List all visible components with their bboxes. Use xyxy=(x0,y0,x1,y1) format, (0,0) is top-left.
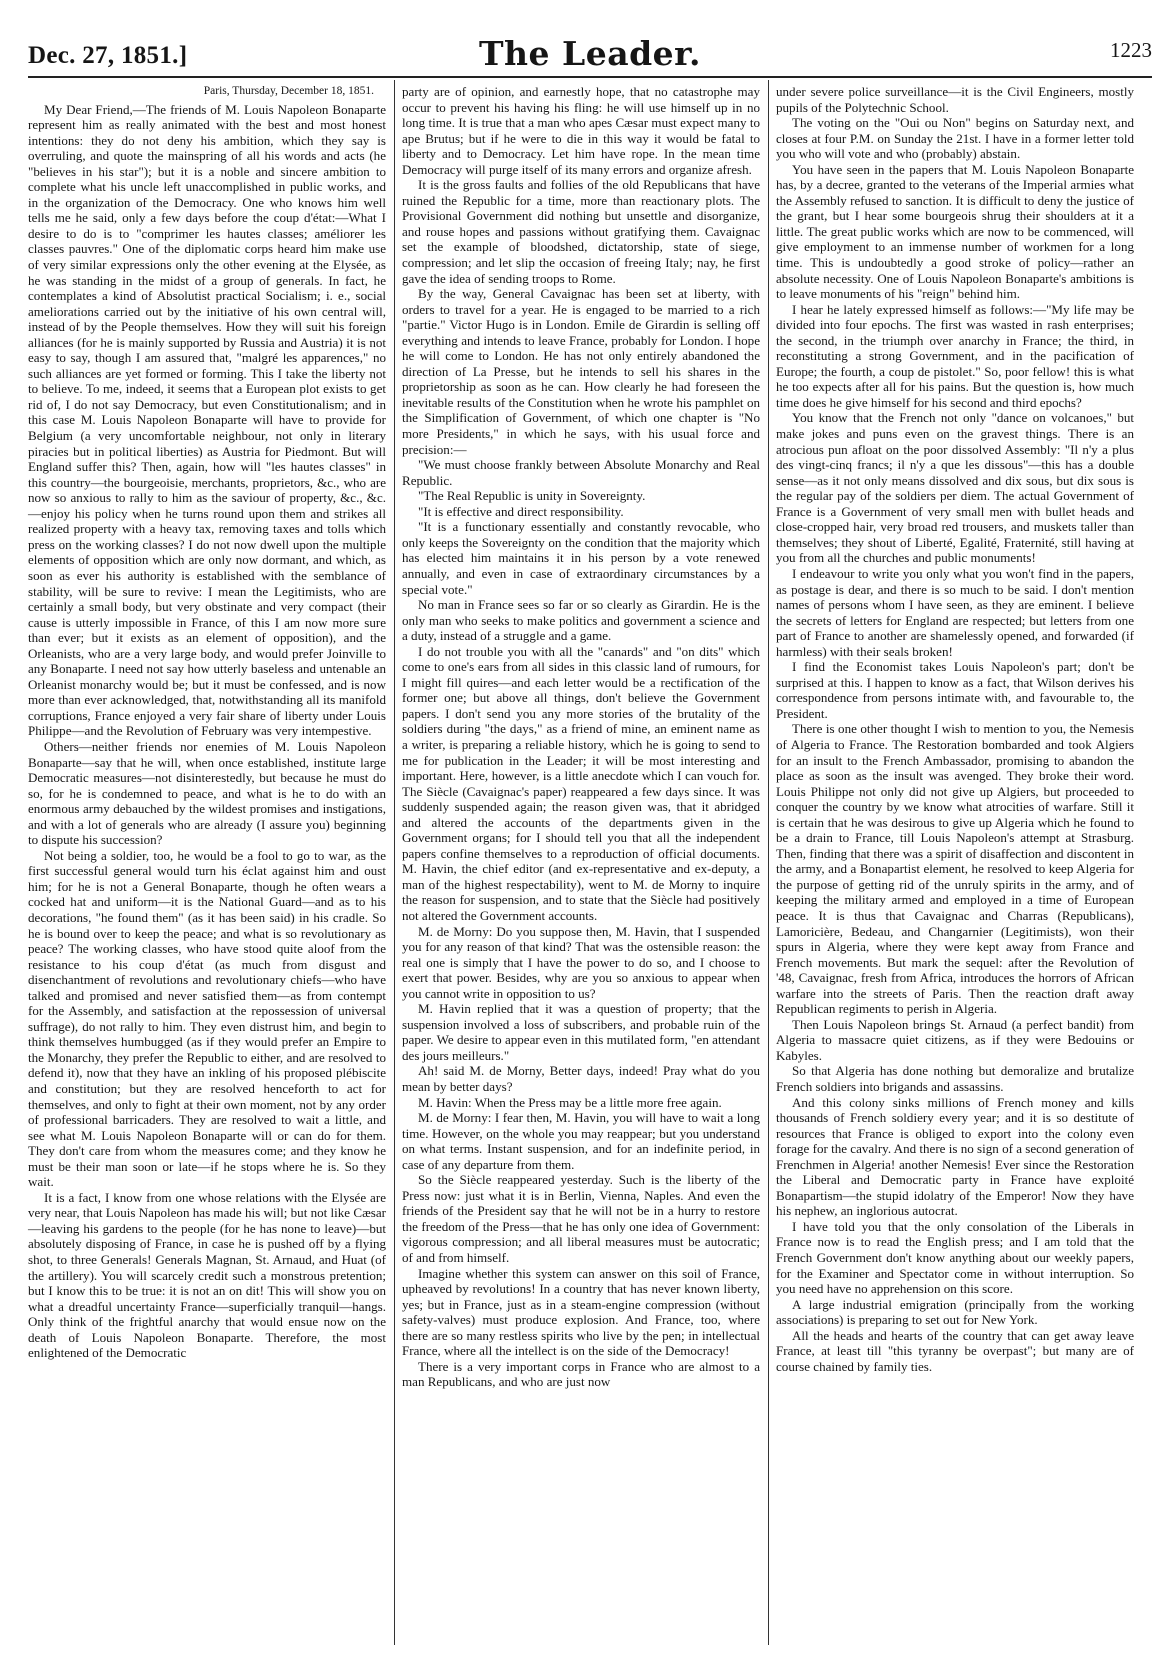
issue-date: Dec. 27, 1851.] xyxy=(28,42,188,69)
quote-line: "It is a functionary essentially and constantly revocable, who only keeps the Sovereignty on the condition that the majority which has elected him maintains it in his person by a vote renewed annually, and even in case of extraordinary circumstances by a special vote." xyxy=(402,519,760,597)
paragraph: It is a fact, I know from one whose relations with the Elysée are very near, that Louis Napoleon has made his will; but not like Cæsar—leaving his gardens to the people (for he has none to leave)—but absolutely disposing of France, in case he is pushed off by a flying shot, to three Generals! Generals Magnan, St. Arnaud, and Huat (of the artillery). You will scarcely credit such a monstrous pretention; but I know this to be true: it is not an on dit! This will show you on what a dreadful uncertainty France—superficially tranquil—hangs. Only think of the frightful anarchy that would ensue now on the death of Louis Napoleon Bonaparte. Therefore, the most enlightened of the Democratic xyxy=(28,1189,386,1361)
paragraph: Imagine whether this system can answer on this soil of France, upheaved by revolutions! In a country that has never known liberty, yes; but in France, just as in a steam-engine compression (without safety-valves) must produce explosion. And France, too, where there are so many restless spirits who live by the pen; in intellectual France, where all the intellect is on the side of the Democracy! xyxy=(402,1265,760,1359)
paragraph: I have told you that the only consolation of the Liberals in France now is to read the English press; and I am told that the French Government don't know anything about our weekly papers, for the Examiner and Spectator come in without interruption. So you need have no apprehension on this score. xyxy=(776,1218,1134,1297)
paragraph: I endeavour to write you only what you won't find in the papers, as postage is dear, and there is so much to be said. I don't mention names of persons whom I have seen, as they are eminent. I believe the secrets of letters for England are respected; but letters from one part of France to another are shamelessly opened, and forwarded (if harmless) with their seals broken! xyxy=(776,565,1134,659)
column-divider xyxy=(768,80,769,1645)
dialogue: M. de Morny: Do you suppose then, M. Havin, that I suspended you for any reason of that kind? That was the ostensible reason: the real one is simply that I have the power to do so, and I choose to exert that power. Besides, why are you so anxious to appear when you cannot write in opposition to us? xyxy=(402,923,760,1001)
paragraph: M. Havin replied that it was a question of property; that the suspension involved a loss of subscribers, and probable ruin of the paper. We desire to appear even in this mutilated form, "en attendant des jours meilleurs." xyxy=(402,1001,760,1063)
article-column-2 xyxy=(402,84,760,1390)
header-rule xyxy=(28,76,1152,78)
paragraph: I do not trouble you with all the "canards" and "on dits" which come to one's ears from all sides in this classic land of rumours, for I might fill quires—and each letter would be a rectification of the former one; but above all things, don't believe the Government papers. I don't send you any more stories of the brutality of the soldiers during "the days," as a friend of mine, an eminent name as a writer, is preparing a reliable history, which he is going to send to me for publication in the Leader; it will be most interesting and important. Here, however, is a little anecdote which I can vouch for. The Siècle (Cavaignac's paper) reappeared a few days since. It was suddenly suspended again; the reason given was, that it abridged and altered the accounts of the departments given in the Government organs; for I should tell you that all the independent papers confine themselves to a reproduction of official documents. M. Havin, the chief editor (and ex-representative and ex-deputy, a man of the highest respectability), went to M. de Morny to inquire the reason for suspension, and to state that the Siècle had positively not altered the Government accounts. xyxy=(402,643,760,923)
page-number: 1223 xyxy=(1110,38,1152,62)
paragraph: And this colony sinks millions of French money and kills thousands of French soldiery every year; and it is so destitute of resources that France is obliged to export into the colony even forage for the cavalry. And there is no sign of a second generation of Frenchmen in Algeria! another Nemesis! Ever since the Restoration the Liberal and Democratic party in France have exploité Bonapartism—the stupid idolatry of the Emperor! Now they have his nephew, an inglorious autocrat. xyxy=(776,1094,1134,1219)
paragraph: The voting on the "Oui ou Non" begins on Saturday next, and closes at four P.M. on Sunday the 21st. I have in a former letter told you who will vote and who (probably) abstain. xyxy=(776,115,1134,162)
paragraph: under severe police surveillance—it is the Civil Engineers, mostly pupils of the Polytechnic School. xyxy=(776,84,1134,115)
paragraph: Not being a soldier, too, he would be a fool to go to war, as the first successful general would turn his éclat against him and oust him; for he is not a General Bonaparte, though he often wears a cocked hat and uniform—it is the National Guard—and as to his decorations, "he found them" (as it has been said) in his cradle. So he is bound over to keep the peace; and what is so revolutionary as peace? The working classes, who have stood quite aloof from the resistance to his coup d'état (as much from disgust and disenchantment of revolutions and revolutionary chiefs—who have talked and promised and never satisfied them—as from contempt for the Assembly, and satisfaction at the repossession of universal suffrage), do not rally to him. They even distrust him, and begin to think themselves humbugged (as if they would prefer an Empire to the Monarchy, they prefer the Republic to either, and are resolved to defend it), now that they have an inkling of his proposed plébiscite and constitution; but they are resolved henceforth to act for themselves, and only to fight at their own moment, not by any order of professional barricaders. They are resolved to wait a little, and see what M. Louis Napoleon Bonaparte will or can do for them. They don't care from whom the measures come; and they know he must be their man soon or late—if he stops where he is. So they wait. xyxy=(28,847,386,1190)
article-column-1 xyxy=(28,84,386,1361)
paragraph: party are of opinion, and earnestly hope, that no catastrophe may occur to prevent his having his fling: he will use himself up in no long time. It is true that a man who apes Cæsar must expect many to ape Brutus; but if he were to die in this way it would be fatal to liberty and to Democracy. Let him have rope. In the mean time Democracy will purge itself of its many errors and organize afresh. xyxy=(402,84,760,177)
newspaper-title: The Leader. xyxy=(478,34,702,73)
paragraph: Then Louis Napoleon brings St. Arnaud (a perfect bandit) from Algeria to massacre quiet citizens, as if they were Bedouins or Kabyles. xyxy=(776,1016,1134,1063)
paragraph: You have seen in the papers that M. Louis Napoleon Bonaparte has, by a decree, granted to the veterans of the Imperial armies what the Assembly refused to sanction. It is difficult to deny the justice of the grant, but I hear some bourgeois shrug their shoulders at it a little. The great public works which are now to be commenced, will give employment to an immense number of workmen for a long time. This is undoubtedly a good stroke of policy—rather an absolute necessity. One of Louis Napoleon Bonaparte's ambitions is to leave monuments of his "reign" behind him. xyxy=(776,161,1134,302)
paragraph: No man in France sees so far or so clearly as Girardin. He is the only man who seeks to make politics and government a science and a duty, instead of a struggle and a game. xyxy=(402,597,760,644)
paragraph: You know that the French not only "dance on volcanoes," but make jokes and puns even on the gravest things. There is an atrocious pun afloat on the poor dissolved Assembly: "Il n'y a plus des vingt-cinq francs; il n'y a que les dissous"—this has a double sense—as it not only means dissolved and dix sous, but dix sous is the regular pay of the soldiers per diem. The actual Government of France is a Government of very small men with bullet heads and close-cropped hair, very broad red trousers, and muskets taller than themselves; they shout of Liberté, Egalité, Fraternité, still having at you from all the churches and public monuments! xyxy=(776,410,1134,566)
article-column-3 xyxy=(776,84,1134,1374)
paragraph: I find the Economist takes Louis Napoleon's part; don't be surprised at this. I happen to know as a fact, that Wilson derives his correspondence from persons intimate with, and favourable to, the President. xyxy=(776,659,1134,721)
paragraph: There is one other thought I wish to mention to you, the Nemesis of Algeria to France. The Restoration bombarded and took Algiers for an insult to the French Ambassador, promising to abandon the place as soon as the insult was avenged. They broke their word. Louis Philippe not only did not give up Algiers, but proceeded to conquer the country by we know what atrocities of warfare. Still it is certain that he was desirous to give up Algeria which he found to be a drain to France, till Louis Napoleon's attempt at Strasburg. Then, finding that there was a spirit of disaffection and discontent in the army, and a Bonapartist element, he resolved to keep Algeria for the purpose of getting rid of the unruly spirits in the army, and of keeping the military armed and employed in a time of European peace. It is thus that Cavaignac and Charras (Republicans), Lamoricière, Bedeau, and Changarnier (Legitimists), won their spurs in Algeria, where they were kept away from France and French movements. But mark the sequel: after the Revolution of '48, Cavaignac, fresh from Africa, introduces the horrors of African warfare into the streets of Paris. Then the reaction draft away Republican regiments to perish in Algeria. xyxy=(776,721,1134,1017)
paragraph: By the way, General Cavaignac has been set at liberty, with orders to travel for a year. He is engaged to be married to a rich "partie." Victor Hugo is in London. Emile de Girardin is selling off everything and intends to leave France, probably for London. I hope he will come to London. He has not only entirely abandoned the direction of La Presse, but he intends to sell his shares in the proprietorship as soon as he can. How clearly he had foreseen the inevitable results of the Constitution when he wrote his pamphlet on the Simplification of Government, of which one chapter is "No more Presidents," in which he says, with his usual force and precision:— xyxy=(402,286,760,457)
paragraph: So the Siècle reappeared yesterday. Such is the liberty of the Press now: just what it is in Berlin, Vienna, Naples. And even the friends of the President say that he will not be in a hurry to restore the freedom of the Press—that he has only one idea of Government: vigorous compression; and all liberal measures must be autocratic; of and from himself. xyxy=(402,1172,760,1266)
paragraph: Others—neither friends nor enemies of M. Louis Napoleon Bonaparte—say that he will, when once established, institute large Democratic measures—not disinterestedly, but because he must do so, for he is condemned to peace, and what is he to do with an enormous army debauched by the wildest promises and instigations, and with a lot of generals who are already (I assure you) beginning to dispute his succession? xyxy=(28,738,386,848)
article-dateline: Paris, Thursday, December 18, 1851. xyxy=(203,85,374,97)
quote-line: "It is effective and direct responsibility. xyxy=(418,503,624,519)
column-divider xyxy=(394,80,395,1645)
paragraph: I hear he lately expressed himself as follows:—"My life may be divided into four epochs. The first was wasted in rash enterprises; the second, in the triumph over anarchy in France; the third, in reconstituting a strong Government, and in the pacification of Europe; the fourth, a coup de pistolet." So, poor fellow! this is what he too expects after all for his pains. But the question is, how much time does he give himself for his second and third epochs? xyxy=(776,301,1134,410)
paragraph: All the heads and hearts of the country that can get away leave France, at least till "this tyranny be overpast"; but many are of course chained by family ties. xyxy=(776,1327,1134,1374)
dialogue: M. Havin: When the Press may be a little more free again. xyxy=(418,1094,722,1110)
paragraph: A large industrial emigration (principally from the working associations) is preparing to set out for New York. xyxy=(776,1296,1134,1328)
quote-line: "The Real Republic is unity in Sovereignty. xyxy=(418,488,646,504)
paragraph: My Dear Friend,—The friends of M. Louis Napoleon Bonaparte represent him as really animated with the best and most honest intentions: they do not deny his ambition, which they say is overruling, and quote the mainspring of all his words and acts (he "believes in his star"); but it is a noble and sincere ambition to complete what his uncle left unaccomplished in public works, and in the organization of the Democracy. One who knows him well tells me he said, only a few days before the coup d'état:—What I desire to do is to "comprimer les hautes classes; améliorer les classes pauvres." One of the diplomatic corps heard him make use of very similar expressions only the other evening at the Elysée, as he was standing in the midst of a group of generals. In fact, he contemplates a kind of Absolutist practical Socialism; i. e., social ameliorations carried out by the initiative of his own central will, instead of by the People themselves. How they will suit his foreign alliances (for he is mainly supported by Russia and Austria) it is not easy to say, though I am assured that, "malgré les apparences," no such alliances are yet formed or forming. This I take the liberty not to believe. To me, indeed, it seems that a European plot exists to get rid of, I do not say Democracy, but even Constitutionalism; and in this case M. Louis Napoleon Bonaparte will have to provide for Belgium (a very uncomfortable neighbour, not only in literary piracies but in political liberties) as Austria for Piedmont. But will England suffer this? Then, again, how will "les hautes classes" in this country—the bourgeoisie, merchants, proprietors, &c., who are now so anxious to rally to him as the saviour of property, &c., &c.—enjoy his policy when he turns round upon them and strikes all realized property with a heavy tax, removing taxes and tolls which press on the working classes? I do not now dwell upon the multiple elements of opposition which are only now dormant, and which, as soon as ever his authority is established with the semblance of stability, will be sure to revive: I mean the Legitimists, who are certainly a small body, but very obstinate and very compact (their cause is utterly impossible in France, of this I am now more sure than ever; but it exists as an element of opposition), and the Orleanists, who are a very large body, and would prefer Joinville to any Bonaparte. I need not say how utterly baseless and untenable an Orleanist monarchy would be; but it must be confessed, and is now more than ever acknowledged, that, notwithstanding all its manifold corruptions, France enjoyed a very fair share of liberty under Louis Philippe—and the Revolution of February was very intempestive. xyxy=(28,101,386,739)
paragraph: So that Algeria has done nothing but demoralize and brutalize French soldiers into brigands and assassins. xyxy=(776,1063,1134,1094)
paragraph: There is a very important corps in France who are almost to a man Republicans, and who are just now xyxy=(402,1358,760,1390)
quote-line: "We must choose frankly between Absolute Monarchy and Real Republic. xyxy=(402,457,760,488)
paragraph: It is the gross faults and follies of the old Republicans that have ruined the Republic for a time, more than reactionary plots. The Provisional Government did nothing but unsettle and disorganize, and rouse hopes and passions without gratifying them. Cavaignac set the example of bloodshed, dictatorship, state of siege, compression; and let slip the occasion of freeing Italy; nay, he first gave the idea of sending troops to Rome. xyxy=(402,177,760,286)
dialogue: Ah! said M. de Morny, Better days, indeed! Pray what do you mean by better days? xyxy=(402,1063,760,1094)
dialogue: M. de Morny: I fear then, M. Havin, you will have to wait a long time. However, on the whole you may reappear; but you understand on what terms. Instant suspension, and for an indefinite period, in case of any departure from them. xyxy=(402,1110,760,1172)
